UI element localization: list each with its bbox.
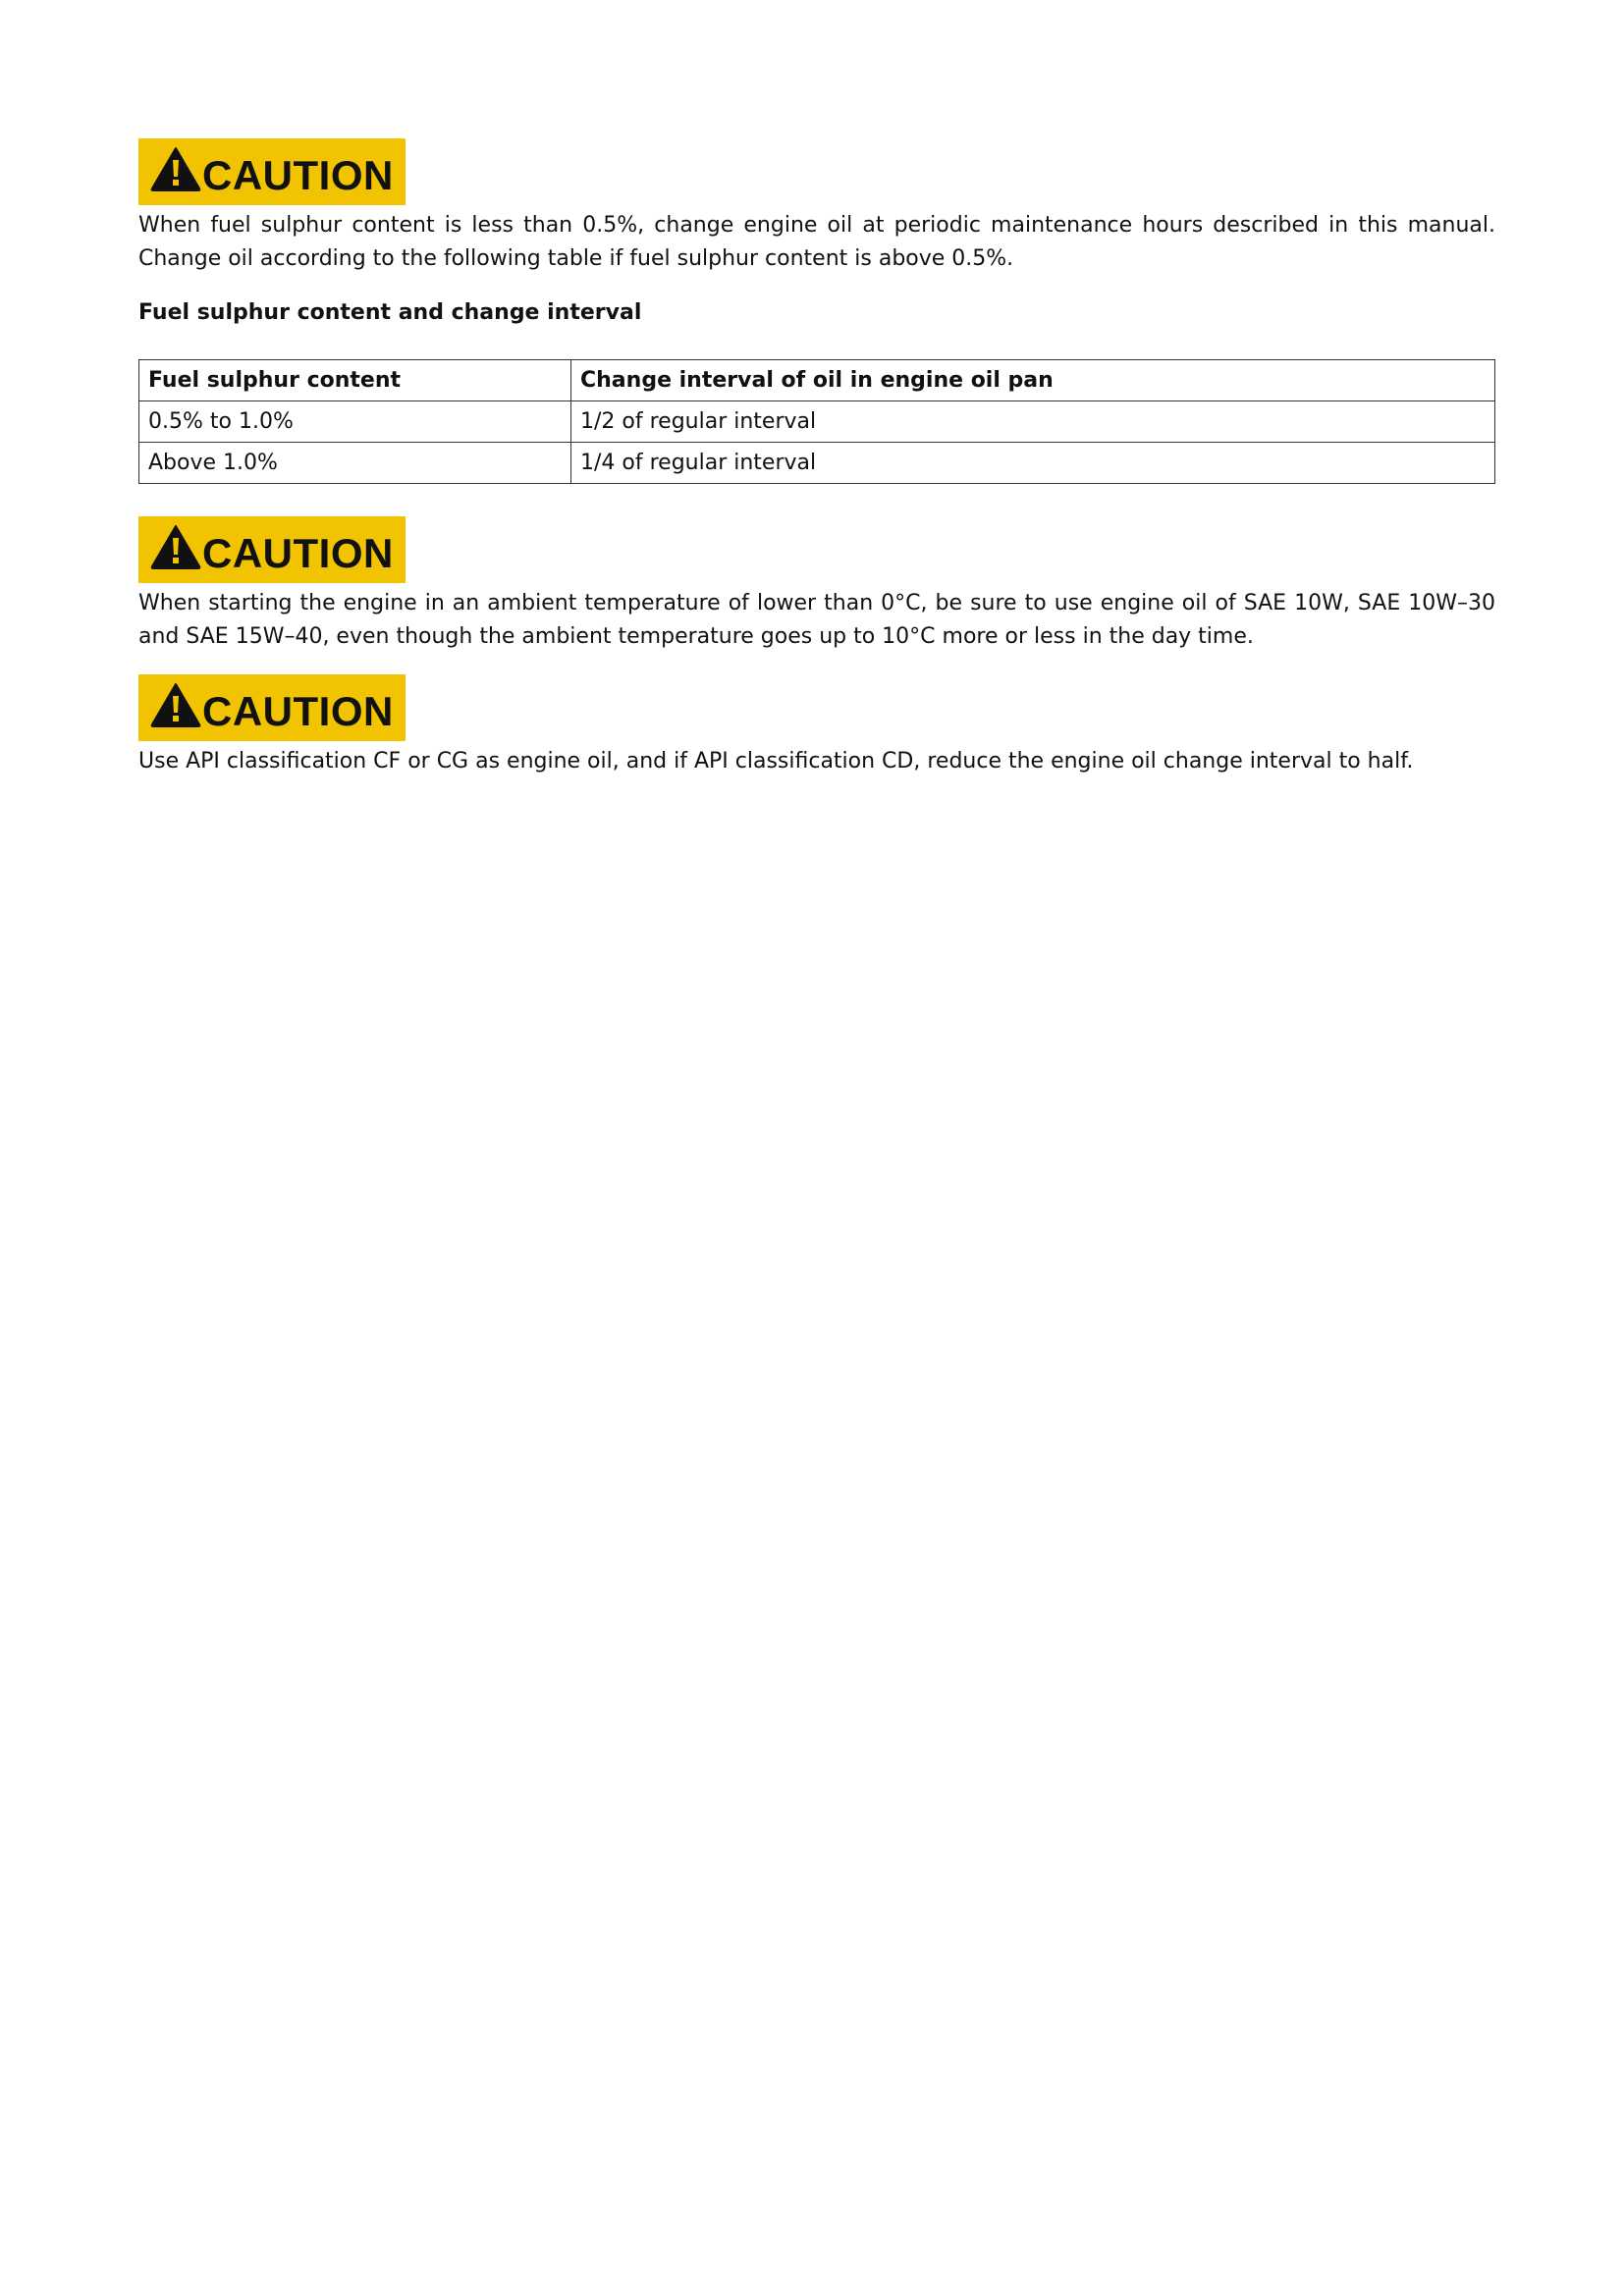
sulphur-interval-table [138,359,1495,484]
warning-triangle-icon [150,152,201,191]
table-row [139,443,1495,484]
caution-label [138,138,406,205]
column-header: Fuel sulphur content [139,360,571,401]
warning-triangle-icon [150,688,201,727]
table-cell: Above 1.0% [139,443,571,484]
caution-text: Use API classification CF or CG as engine oil, and if API classification CD, reduce the engine oil change interval to half. [138,749,1414,774]
table-row [139,401,1495,443]
caution-text: When fuel sulphur content is less than 0.5%, change engine oil at periodic maintenance hours described in this manual. Change oil according to the following table if fuel sulphur content is above 0.5%. [138,213,1495,271]
table-cell: 0.5% to 1.0% [139,401,571,443]
table-cell: 1/4 of regular interval [571,443,1495,484]
table-title: Fuel sulphur content and change interval [138,300,642,325]
warning-triangle-icon [150,530,201,569]
document-page [138,138,1495,778]
caution-label [138,516,406,583]
caution-word: CAUTION [202,688,394,734]
column-header: Change interval of oil in engine oil pan [571,360,1495,401]
table-header-row [139,360,1495,401]
caution-label [138,674,406,741]
caution-word: CAUTION [202,530,394,576]
caution-word: CAUTION [202,152,394,198]
table-cell: 1/2 of regular interval [571,401,1495,443]
caution-text: When starting the engine in an ambient temperature of lower than 0°C, be sure to use engine oil of SAE 10W, SAE 10W–30 and SAE 15W–40, even though the ambient temperature goes up to 10°C more or less in the day time. [138,591,1495,649]
